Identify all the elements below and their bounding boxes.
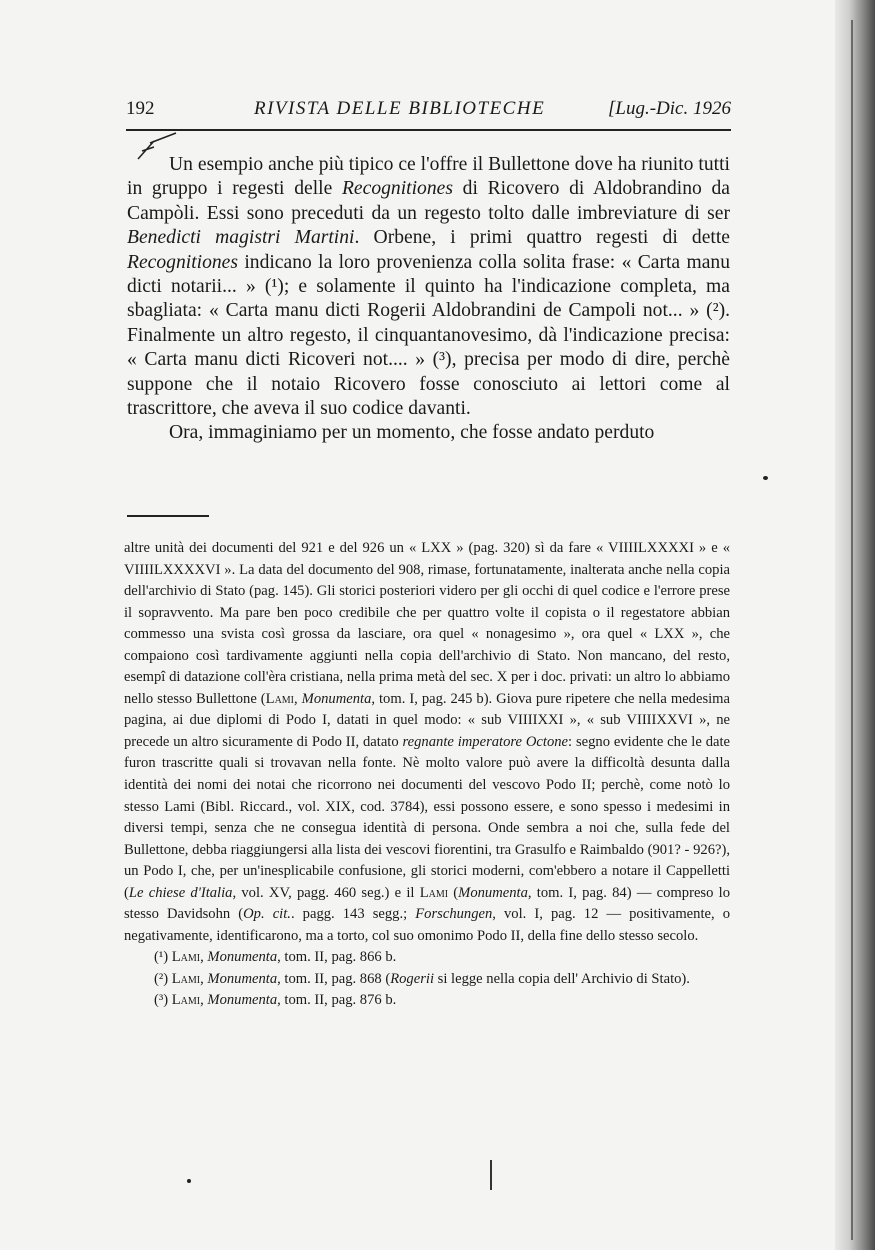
margin-dot: [763, 476, 768, 480]
footnote-separator: [127, 515, 209, 517]
stray-dot: [187, 1179, 191, 1183]
spine-edge: [851, 20, 853, 1240]
footnote-1: (¹) Lami, Monumenta, tom. II, pag. 866 b.: [154, 949, 397, 966]
book-spine-shadow: [835, 0, 875, 1250]
running-header: [126, 98, 731, 126]
paragraph-2: Ora, immaginiamo per un momento, che fosse andato perduto: [169, 422, 655, 444]
stray-mark: [490, 1160, 492, 1190]
footnote-3: (³) Lami, Monumenta, tom. II, pag. 876 b.: [154, 992, 397, 1009]
journal-title: RIVISTA DELLE BIBLIOTECHE: [254, 98, 546, 119]
issue-period: [Lug.-Dic. 1926: [608, 98, 731, 119]
header-rule: [126, 129, 731, 131]
main-text: [127, 153, 730, 446]
footnotes: [124, 538, 730, 1012]
page-number: 192: [126, 98, 155, 119]
footnote-2: (²) Lami, Monumenta, tom. II, pag. 868 (Rogerii si legge nella copia dell' Archivio di Stato).: [154, 970, 690, 987]
paragraph-1: Un esempio anche più tipico ce l'offre il Bullettone dove ha riunito tutti in gruppo i regesti delle Recognitiones di Ricovero di Aldobrandino da Campòli. Essi sono preceduti da un regesto tolto dalle imbreviature di ser Benedicti magistri Martini. Orbene, i primi quattro regesti di dette Recognitiones indicano la loro provenienza colla solita frase: « Carta manu dicti notarii... » (¹); e solamente il quinto ha l'indicazione completa, ma sbagliata: « Carta manu dicti Rogerii Aldobrandini de Campoli not... » (²). Finalmente un altro regesto, il cinquantanovesimo, dà l'indicazione precisa: « Carta manu dicti Ricoveri not.... » (³), precisa per modo di dire, perchè suppone che il notaio Ricovero fosse conosciuto ai lettori come al trascrittore, che aveva il suo codice davanti.: [127, 154, 730, 420]
note-continuation: altre unità dei documenti del 921 e del 926 un « LXX » (pag. 320) sì da fare « VIIIILXXXXI » e « VIIIILXXXXVI ». La data del documento del 908, rimase, fortunatamente, inalterata anche nella copia dell'archivio di Stato (pag. 145). Gli storici posteriori videro per gli occhi di quel codice e l'errore prese il sopravvento. Ma pare ben poco credibile che per quattro volte il copista o il regestatore abbian commesso una svista così grossa da lasciare, ora quel « nonagesimo », ora quel « LXX », che compaiono così tardivamente aggiunti nella copia dell'archivio di Stato. Non mancano, del resto, esempî di datazione coll'èra cristiana, nella prima metà del sec. X per i doc. privati: un altro lo abbiamo nello stesso Bullettone (Lami, Monumenta, tom. I, pag. 245 b). Giova pure ripetere che nella medesima pagina, ai due diplomi di Podo I, datati in quel modo: « sub VIIIIXXI », « sub VIIIIXXVI », ne precede un altro sicuramente di Podo II, datato regnante imperatore Octone: segno evidente che le date furon trascritte quali si trovavan nella fonte. Nè molto valore può avere la difficoltà desunta dalla identità dei nomi dei notai che ricorrono nei documenti del vescovo Podo II; perchè, come notò lo stesso Lami (Bibl. Riccard., vol. XIX, cod. 3784), essi possono essere, e sono spesso i medesimi in diversi tempi, senza che ne consegua identità di persona. Onde sembra a noi che, sulla fede del Bullettone, debba riaggiungersi alla lista dei vescovi fiorentini, tra Grasulfo e Raimbaldo (901? - 926?), un Podo I, che, per un'inesplicabile confusione, gli storici moderni, com'ebbero a notare il Cappelletti (Le chiese d'Italia, vol. XV, pagg. 460 seg.) e il Lami (Monumenta, tom. I, pag. 84) — compreso lo stesso Davidsohn (Op. cit.. pagg. 143 segg.; Forschungen, vol. I, pag. 12 — positivamente, o negativamente, identificarono, ma a torto, col suo omonimo Podo II, della fine dello stesso secolo.: [124, 540, 731, 944]
